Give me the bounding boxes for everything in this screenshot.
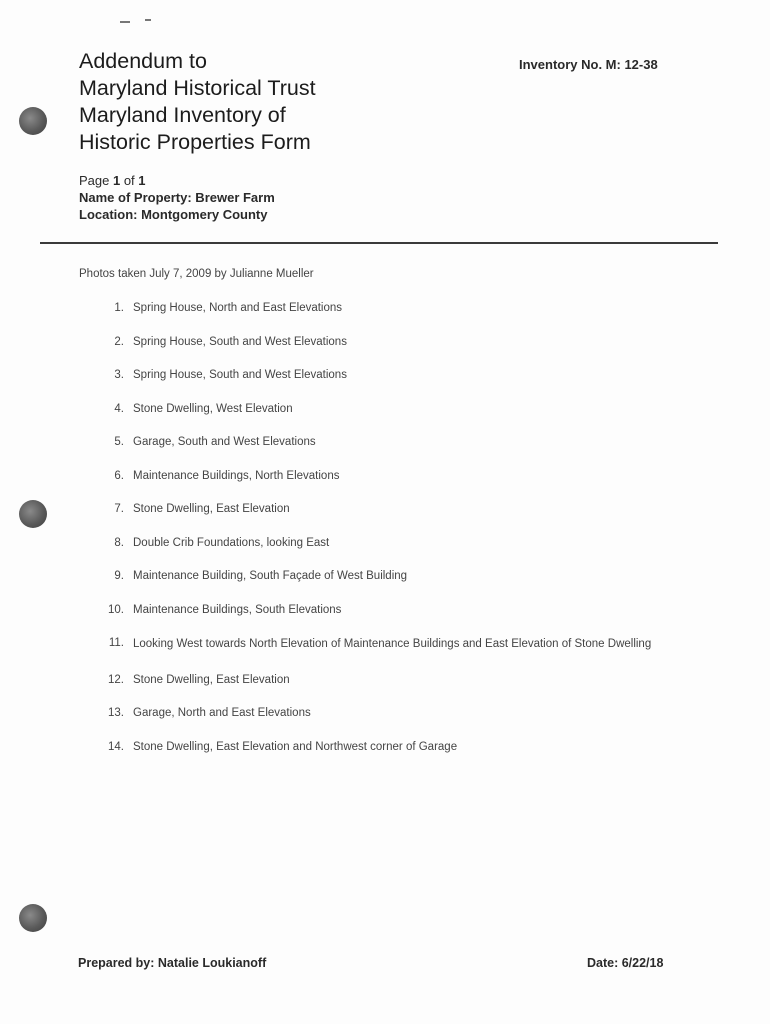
item-caption: Stone Dwelling, West Elevation [133, 402, 293, 415]
punch-hole [19, 904, 47, 932]
photo-list [79, 301, 679, 773]
item-caption: Spring House, North and East Elevations [133, 302, 343, 314]
punch-hole [19, 500, 47, 528]
property-meta [79, 172, 275, 223]
list-item [79, 368, 679, 383]
inventory-number: Inventory No. M: 12-38 [519, 57, 658, 72]
item-number: 7. [114, 503, 124, 515]
item-number: 13. [108, 707, 124, 719]
title-line: Maryland Inventory of [79, 103, 286, 127]
item-caption: Garage, North and East Elevations [133, 707, 311, 719]
item-caption: Maintenance Buildings, South Elevations [133, 603, 342, 616]
list-item [79, 636, 679, 654]
list-item [79, 402, 679, 417]
item-number: 11. [108, 637, 124, 649]
item-number: 9. [114, 570, 124, 582]
page-of: of [120, 173, 139, 188]
item-number: 10. [108, 603, 124, 616]
property-location: Location: Montgomery County [79, 207, 268, 222]
list-item [79, 569, 679, 584]
list-item [79, 603, 679, 618]
item-caption: Looking West towards North Elevation of Maintenance Buildings and East Elevation of Stone Dwelling [133, 638, 652, 650]
item-number: 3. [114, 369, 124, 381]
title-line: Addendum to [79, 49, 207, 73]
title-line: Historic Properties Form [79, 130, 311, 154]
list-item [79, 301, 679, 316]
page-indicator [79, 172, 275, 189]
item-caption: Garage, South and West Elevations [133, 436, 316, 448]
list-item [79, 740, 679, 755]
item-number: 6. [114, 469, 124, 482]
list-item [79, 435, 679, 450]
item-number: 12. [108, 673, 124, 686]
item-caption: Stone Dwelling, East Elevation and Northwest corner of Garage [133, 740, 458, 753]
item-caption: Maintenance Buildings, North Elevations [133, 469, 340, 482]
divider [40, 242, 718, 244]
item-number: 2. [114, 335, 124, 348]
item-caption: Spring House, South and West Elevations [133, 369, 347, 381]
prepared-date: Date: 6/22/18 [587, 956, 664, 970]
item-number: 5. [114, 436, 124, 448]
page-total: 1 [138, 173, 146, 188]
item-caption: Double Crib Foundations, looking East [133, 536, 330, 549]
list-item [79, 469, 679, 484]
list-item [79, 502, 679, 517]
item-caption: Stone Dwelling, East Elevation [133, 673, 290, 686]
list-item [79, 673, 679, 688]
scan-speck [145, 19, 151, 21]
punch-hole [19, 107, 47, 135]
form-title [79, 48, 316, 156]
item-number: 4. [114, 402, 124, 415]
property-name: Name of Property: Brewer Farm [79, 190, 275, 205]
title-line: Maryland Historical Trust [79, 76, 316, 100]
list-item [79, 706, 679, 721]
item-number: 14. [108, 740, 124, 753]
scan-speck [120, 21, 130, 23]
item-caption: Spring House, South and West Elevations [133, 335, 347, 348]
photos-intro: Photos taken July 7, 2009 by Julianne Mueller [79, 268, 314, 280]
item-number: 8. [114, 536, 124, 549]
item-number: 1. [114, 302, 124, 314]
page-current: 1 [112, 173, 121, 188]
item-caption: Maintenance Building, South Façade of West Building [133, 570, 408, 582]
item-caption: Stone Dwelling, East Elevation [133, 503, 290, 515]
page-prefix: Page [79, 173, 113, 188]
list-item [79, 536, 679, 551]
list-item [79, 335, 679, 350]
prepared-by: Prepared by: Natalie Loukianoff [78, 956, 267, 970]
